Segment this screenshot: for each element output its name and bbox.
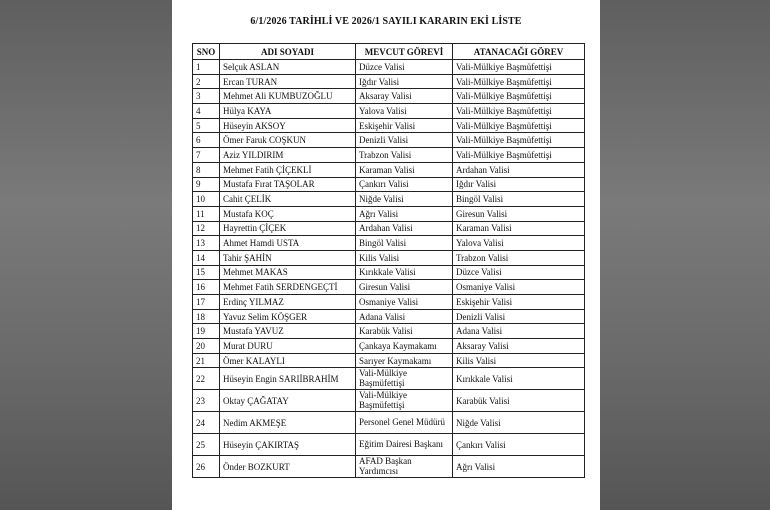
table-row [193, 368, 585, 390]
cell-sno: 4 [193, 104, 220, 119]
background-right [600, 0, 770, 510]
table-row [193, 265, 585, 280]
cell-new-position: Vali-Mülkiye Başmüfettişi [453, 89, 585, 104]
cell-new-position: Çankırı Valisi [453, 434, 585, 456]
cell-current-position: Kırıkkale Valisi [356, 265, 453, 280]
cell-sno: 19 [193, 324, 220, 339]
table-row [193, 148, 585, 163]
cell-sno: 24 [193, 412, 220, 434]
table-row [193, 177, 585, 192]
cell-current-position: Osmaniye Valisi [356, 295, 453, 310]
header-sno: SNO [193, 44, 220, 60]
cell-new-position: Denizli Valisi [453, 309, 585, 324]
cell-sno: 5 [193, 118, 220, 133]
table-row [193, 60, 585, 75]
table-row [193, 456, 585, 478]
cell-name: Nedim AKMEŞE [220, 412, 356, 434]
cell-new-position: Karabük Valisi [453, 390, 585, 412]
cell-name: Mehmet Fatih SERDENGEÇTİ [220, 280, 356, 295]
header-current-position: MEVCUT GÖREVİ [356, 44, 453, 60]
table-row [193, 390, 585, 412]
cell-name: Hayrettin ÇİÇEK [220, 221, 356, 236]
cell-new-position: Vali-Mülkiye Başmüfettişi [453, 148, 585, 163]
cell-current-position: Çankırı Valisi [356, 177, 453, 192]
cell-new-position: Ağrı Valisi [453, 456, 585, 478]
cell-sno: 16 [193, 280, 220, 295]
cell-current-position: Eğitim Dairesi Başkanı [356, 434, 453, 456]
cell-current-position: Eskişehir Valisi [356, 118, 453, 133]
table-row [193, 434, 585, 456]
cell-current-position: Karaman Valisi [356, 162, 453, 177]
cell-sno: 18 [193, 309, 220, 324]
table-row [193, 412, 585, 434]
cell-name: Ömer KALAYLI [220, 353, 356, 368]
cell-sno: 15 [193, 265, 220, 280]
appointment-table [192, 43, 585, 478]
cell-name: Ahmet Hamdi USTA [220, 236, 356, 251]
cell-new-position: Bingöl Valisi [453, 192, 585, 207]
cell-sno: 11 [193, 206, 220, 221]
cell-new-position: Vali-Mülkiye Başmüfettişi [453, 60, 585, 75]
cell-sno: 6 [193, 133, 220, 148]
cell-name: Mustafa YAVUZ [220, 324, 356, 339]
cell-name: Murat DURU [220, 339, 356, 354]
cell-name: Hüseyin AKSOY [220, 118, 356, 133]
cell-new-position: Iğdır Valisi [453, 177, 585, 192]
table-row [193, 74, 585, 89]
cell-sno: 2 [193, 74, 220, 89]
cell-current-position: Karabük Valisi [356, 324, 453, 339]
cell-current-position: Trabzon Valisi [356, 148, 453, 163]
cell-name: Mehmet Ali KUMBUZOĞLU [220, 89, 356, 104]
table-row [193, 221, 585, 236]
table-row [193, 133, 585, 148]
cell-current-position: Iğdır Valisi [356, 74, 453, 89]
cell-name: Önder BOZKURT [220, 456, 356, 478]
cell-sno: 7 [193, 148, 220, 163]
cell-new-position: Vali-Mülkiye Başmüfettişi [453, 133, 585, 148]
cell-sno: 20 [193, 339, 220, 354]
table-row [193, 206, 585, 221]
cell-name: Mustafa Fırat TAŞOLAR [220, 177, 356, 192]
cell-current-position: Adana Valisi [356, 309, 453, 324]
table-row [193, 309, 585, 324]
table-row [193, 295, 585, 310]
cell-sno: 9 [193, 177, 220, 192]
cell-new-position: Vali-Mülkiye Başmüfettişi [453, 74, 585, 89]
cell-sno: 13 [193, 236, 220, 251]
cell-current-position: Niğde Valisi [356, 192, 453, 207]
cell-name: Oktay ÇAĞATAY [220, 390, 356, 412]
header-new-position: ATANACAĞI GÖREV [453, 44, 585, 60]
cell-sno: 17 [193, 295, 220, 310]
cell-name: Erdinç YILMAZ [220, 295, 356, 310]
cell-sno: 25 [193, 434, 220, 456]
table-row [193, 280, 585, 295]
document-page [172, 0, 600, 510]
cell-new-position: Niğde Valisi [453, 412, 585, 434]
cell-current-position: Çankaya Kaymakamı [356, 339, 453, 354]
cell-new-position: Trabzon Valisi [453, 250, 585, 265]
cell-current-position: Vali-Mülkiye Başmüfettişi [356, 368, 453, 390]
cell-current-position: Denizli Valisi [356, 133, 453, 148]
cell-current-position: Sarıyer Kaymakamı [356, 353, 453, 368]
cell-sno: 12 [193, 221, 220, 236]
cell-sno: 10 [193, 192, 220, 207]
cell-name: Hülya KAYA [220, 104, 356, 119]
cell-name: Ömer Faruk COŞKUN [220, 133, 356, 148]
cell-current-position: Yalova Valisi [356, 104, 453, 119]
table-row [193, 89, 585, 104]
cell-current-position: Aksaray Valisi [356, 89, 453, 104]
cell-current-position: Bingöl Valisi [356, 236, 453, 251]
cell-sno: 22 [193, 368, 220, 390]
table-row [193, 339, 585, 354]
cell-current-position: Düzce Valisi [356, 60, 453, 75]
cell-name: Mustafa KOÇ [220, 206, 356, 221]
document-title: 6/1/2026 TARİHLİ VE 2026/1 SAYILI KARARIN EKİ LİSTE [250, 16, 522, 27]
background-left [0, 0, 172, 510]
cell-current-position: Kilis Valisi [356, 250, 453, 265]
cell-name: Yavuz Selim KÖŞGER [220, 309, 356, 324]
cell-new-position: Ardahan Valisi [453, 162, 585, 177]
table-row [193, 353, 585, 368]
cell-name: Tahir ŞAHİN [220, 250, 356, 265]
cell-new-position: Vali-Mülkiye Başmüfettişi [453, 104, 585, 119]
cell-name: Ercan TURAN [220, 74, 356, 89]
cell-current-position: Ağrı Valisi [356, 206, 453, 221]
cell-new-position: Karaman Valisi [453, 221, 585, 236]
cell-sno: 23 [193, 390, 220, 412]
cell-new-position: Vali-Mülkiye Başmüfettişi [453, 118, 585, 133]
table-row [193, 324, 585, 339]
table-row [193, 162, 585, 177]
table-row [193, 250, 585, 265]
cell-name: Cahit ÇELİK [220, 192, 356, 207]
cell-name: Mehmet Fatih ÇİÇEKLİ [220, 162, 356, 177]
cell-new-position: Düzce Valisi [453, 265, 585, 280]
cell-sno: 1 [193, 60, 220, 75]
cell-current-position: AFAD Başkan Yardımcısı [356, 456, 453, 478]
cell-sno: 14 [193, 250, 220, 265]
cell-name: Mehmet MAKAS [220, 265, 356, 280]
cell-current-position: Personel Genel Müdürü [356, 412, 453, 434]
table-row [193, 236, 585, 251]
table-row [193, 192, 585, 207]
cell-new-position: Kilis Valisi [453, 353, 585, 368]
cell-name: Hüseyin ÇAKIRTAŞ [220, 434, 356, 456]
cell-new-position: Eskişehir Valisi [453, 295, 585, 310]
header-name: ADI SOYADI [220, 44, 356, 60]
cell-sno: 21 [193, 353, 220, 368]
cell-new-position: Aksaray Valisi [453, 339, 585, 354]
cell-new-position: Osmaniye Valisi [453, 280, 585, 295]
cell-current-position: Ardahan Valisi [356, 221, 453, 236]
cell-name: Hüseyin Engin SARIİBRAHİM [220, 368, 356, 390]
cell-name: Selçuk ASLAN [220, 60, 356, 75]
cell-name: Aziz YILDIRIM [220, 148, 356, 163]
cell-new-position: Giresun Valisi [453, 206, 585, 221]
table-row [193, 104, 585, 119]
cell-sno: 26 [193, 456, 220, 478]
cell-new-position: Kırıkkale Valisi [453, 368, 585, 390]
cell-sno: 8 [193, 162, 220, 177]
cell-current-position: Vali-Mülkiye Başmüfettişi [356, 390, 453, 412]
cell-new-position: Yalova Valisi [453, 236, 585, 251]
table-row [193, 118, 585, 133]
cell-current-position: Giresun Valisi [356, 280, 453, 295]
table-header-row [193, 44, 585, 60]
cell-sno: 3 [193, 89, 220, 104]
cell-new-position: Adana Valisi [453, 324, 585, 339]
